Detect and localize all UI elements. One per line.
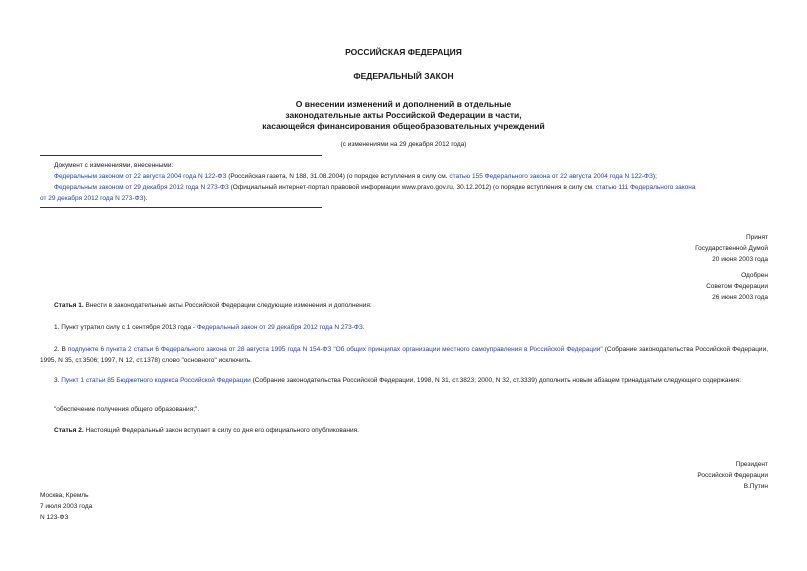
paragraph-1	[54, 324, 768, 332]
signature-country: Российской Федерации	[697, 472, 768, 479]
amendment-link-art155[interactable]: статью 155 Федерального закона от 22 августа 2004 года N 122-ФЗ	[449, 173, 653, 180]
footer-place: Москва, Кремль	[40, 492, 89, 499]
amendment-item-2-cont	[40, 193, 770, 204]
amendment-link-art111[interactable]: статью 111 Федерального закона	[595, 184, 696, 191]
approved-date: 26 июня 2003 года	[712, 294, 768, 301]
document-title	[0, 99, 807, 132]
article-2-label: Статья 2.	[54, 427, 84, 434]
amendment-item-1	[40, 171, 770, 182]
signature-title: Президент	[735, 461, 768, 468]
footer-block	[40, 490, 240, 523]
doc-type-heading: ФЕДЕРАЛЬНЫЙ ЗАКОН	[353, 71, 454, 81]
footer-number: N 123-ФЗ	[40, 514, 69, 521]
signature-block	[468, 459, 768, 492]
amendments-block	[40, 160, 770, 204]
accepted-label: Принят	[745, 234, 768, 241]
paragraph-2	[40, 344, 768, 366]
bottom-divider	[40, 207, 322, 208]
paragraph-1-link[interactable]: Федеральный закон от 29 декабря 2012 года N 273-ФЗ	[196, 324, 363, 331]
amended-note: (с изменениями на 29 декабря 2012 года)	[340, 141, 467, 148]
amendment-end-1: );	[652, 173, 657, 180]
amendments-intro: Документ с изменениями, внесенными:	[54, 162, 174, 169]
article-1-label: Статья 1.	[54, 302, 84, 309]
amendment-text-2: (Официальный интернет-портал правовой информации www.pravo.gov.ru, 30.12.2012) (о порядке вступления в силу см.	[228, 184, 596, 191]
country-heading: РОССИЙСКАЯ ФЕДЕРАЦИЯ	[345, 47, 462, 57]
amendment-text-1: (Российская газета, N 188, 31.08.2004) (о порядке вступления в силу см.	[226, 173, 450, 180]
amendment-item-2	[40, 182, 770, 193]
paragraph-3-quote: "обеспечение получения общего образования;".	[54, 406, 200, 413]
adoption-duma	[468, 232, 768, 265]
accepted-date: 20 июня 2003 года	[712, 256, 768, 263]
title-line-3: касающейся финансирования общеобразовательных учреждений	[262, 121, 545, 131]
title-line-2: законодательные акты Российской Федерации в части,	[285, 110, 522, 120]
paragraph-2-text: (Собрание законодательства Российской Федерации, 1995, N 35, ст.3506; 1997, N 12, ст.1378) слово "основного" исключить.	[40, 346, 768, 364]
footer-date: 7 июля 2003 года	[40, 503, 93, 510]
paragraph-1-text: 1. Пункт утратил силу с 1 сентября 2013 года -	[54, 324, 197, 331]
article-2	[54, 427, 768, 435]
paragraph-2-start: 2. В	[54, 346, 68, 353]
paragraph-3-text: (Собрание законодательства Российской Федерации, 1998, N 31, ст.3823; 2000, N 32, ст.3339) дополнить новым абзацем тринадцатым следующего содержания:	[250, 377, 742, 384]
signature-name: В.Путин	[743, 483, 768, 490]
paragraph-3-link[interactable]: Пункт 1 статьи 85 Бюджетного кодекса Российской Федерации	[61, 377, 251, 384]
paragraph-3-start: 3.	[54, 377, 62, 384]
amendment-link-273fz[interactable]: Федеральным законом от 29 декабря 2012 года N 273-ФЗ	[54, 184, 229, 191]
article-1-text: Внести в законодательные акты Российской Федерации следующие изменения и дополнения:	[83, 302, 372, 309]
article-1	[54, 302, 768, 310]
adoption-council	[468, 270, 768, 303]
article-2-text: Настоящий Федеральный закон вступает в силу со дня его официального опубликования.	[83, 427, 359, 434]
amendment-link-art111-cont[interactable]: от 29 декабря 2012 года N 273-ФЗ	[40, 195, 144, 202]
paragraph-1-end: .	[362, 324, 365, 331]
paragraph-3	[40, 375, 768, 386]
title-line-1: О внесении изменений и дополнений в отдельные	[295, 99, 512, 109]
top-divider	[40, 155, 322, 156]
accepted-by: Государственной Думой	[695, 245, 768, 252]
amendment-end-2: ).	[143, 195, 148, 202]
approved-by: Советом Федерации	[706, 283, 768, 290]
paragraph-2-link[interactable]: подпункте 6 пункта 2 статьи 6 Федерального закона от 28 августа 1995 года N 154-ФЗ "Об общих принципах организации местного самоуправления в Российской Федерации"	[67, 346, 603, 353]
amendment-link-122fz[interactable]: Федеральным законом от 22 августа 2004 года N 122-ФЗ	[54, 173, 227, 180]
approved-label: Одобрен	[741, 272, 768, 279]
